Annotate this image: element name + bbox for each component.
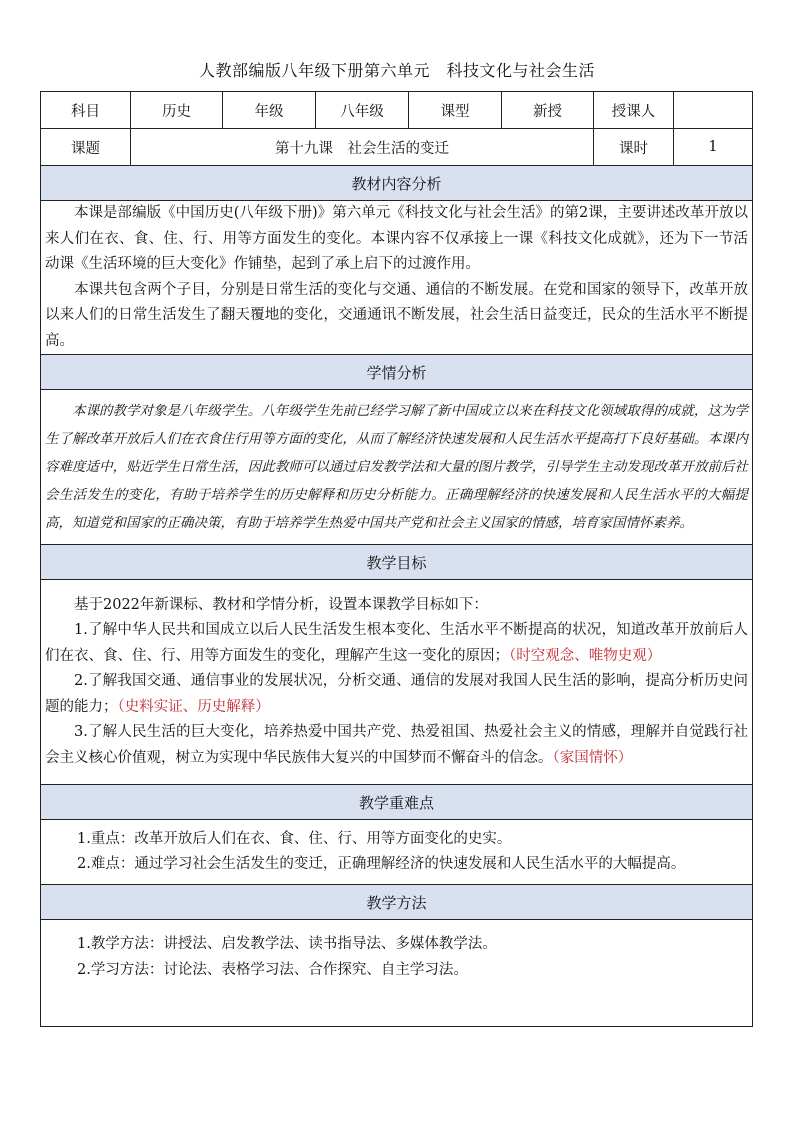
hours-value: 1 xyxy=(674,129,753,166)
method-learning: 2.学习方法：讨论法、表格学习法、合作探究、自主学习法。 xyxy=(77,961,468,978)
section-keypoints-body xyxy=(41,820,753,885)
teacher-value xyxy=(674,92,753,129)
lesson-plan-table xyxy=(40,91,753,1027)
section-goals-body xyxy=(41,580,753,785)
goal-text: 2.了解我国交通、通信事业的发展状况，分析交通、通信的发展对我国人民生活的影响，提高分析历史问题的能力； xyxy=(45,673,748,715)
subject-value: 历史 xyxy=(131,92,223,129)
goal-literacy-tag: （家国情怀） xyxy=(552,749,633,766)
goal-3 xyxy=(41,720,752,771)
section-keypoints-header xyxy=(41,785,753,820)
grade-label: 年级 xyxy=(223,92,316,129)
section-methods-body xyxy=(41,920,753,1027)
info-row-1 xyxy=(41,92,753,129)
section-heading: 教材内容分析 xyxy=(41,166,753,201)
topic-value: 第十九课 社会生活的变迁 xyxy=(131,129,594,166)
paragraph: 本课的教学对象是八年级学生。八年级学生先前已经学习解了新中国成立以来在科技文化领域取得的成就，这为学生了解改革开放后人们在衣食住行用等方面的变化，从而了解经济快速发展和人民生活水平提高打下良好基础。本课内容难度适中，贴近学生日常生活，因此教师可以通过启发教学法和大量的图片教学，引导学生主动发现改革开放前后社会生活发生的变化，有助于培养学生的历史解释和历史分析能力。正确理解经济的快速发展和人民生活水平的大幅提高，知道党和国家的正确决策，有助于培养学生热爱中国共产党和社会主义国家的情感，培育家国情怀素养。 xyxy=(45,403,748,531)
section-learner-body xyxy=(41,390,753,545)
goals-intro: 基于2022年新课标、教材和学情分析，设置本课教学目标如下： xyxy=(74,596,488,613)
section-textbook-header xyxy=(41,166,753,201)
method-teaching: 1.教学方法：讲授法、启发教学法、读书指导法、多媒体教学法。 xyxy=(77,936,497,952)
goal-1 xyxy=(41,618,752,669)
hours-label: 课时 xyxy=(594,129,674,166)
document-title: 人教部编版八年级下册第六单元 科技文化与社会生活 xyxy=(198,61,595,80)
goal-literacy-tag: （史料实证、历史解释） xyxy=(117,698,270,715)
section-heading: 教学重难点 xyxy=(41,785,753,820)
type-value: 新授 xyxy=(502,92,594,129)
keypoint-important: 1.重点：改革开放后人们在衣、食、住、行、用等方面变化的史实。 xyxy=(77,830,512,847)
section-heading: 教学目标 xyxy=(41,545,753,580)
paragraph: 本课是部编版《中国历史(八年级下册)》第六单元《科技文化与社会生活》的第2课，主要讲述改革开放以来人们在衣、食、住、行、用等方面发生的变化。本课内容不仅承接上一课《科技文化成就》，还为下一节活动课《生活环境的巨大变化》作铺垫，起到了承上启下的过渡作用。 xyxy=(45,205,748,272)
section-heading: 学情分析 xyxy=(41,355,753,390)
paragraph: 本课共包含两个子目，分别是日常生活的变化与交通、通信的不断发展。在党和国家的领导下，改革开放以来人们的日常生活发生了翻天覆地的变化，交通通讯不断发展，社会生活日益变迁，民众的生活水平不断提高。 xyxy=(45,281,748,349)
section-heading: 教学方法 xyxy=(41,885,753,920)
goal-text: 1.了解中华人民共和国成立以后人民生活发生根本变化、生活水平不断提高的状况，知道改革开放前后人们在衣、食、住、行、用等方面发生的变化，理解产生这一变化的原因； xyxy=(45,622,748,664)
section-textbook-body xyxy=(41,201,753,355)
goal-2 xyxy=(41,669,752,720)
section-learner-header xyxy=(41,355,753,390)
grade-value: 八年级 xyxy=(316,92,409,129)
keypoint-difficult: 2.难点：通过学习社会生活发生的变迁，正确理解经济的快速发展和人民生活水平的大幅提高。 xyxy=(77,856,686,872)
type-label: 课型 xyxy=(409,92,502,129)
info-row-2 xyxy=(41,129,753,166)
goal-literacy-tag: （时空观念、唯物史观） xyxy=(509,647,662,664)
topic-label: 课题 xyxy=(41,129,131,166)
goal-text: 3.了解人民生活的巨大变化，培养热爱中国共产党、热爱祖国、热爱社会主义的情感，理解并自觉践行社会主义核心价值观，树立为实现中华民族伟大复兴的中国梦而不懈奋斗的信念。 xyxy=(45,724,748,766)
subject-label: 科目 xyxy=(41,92,131,129)
teacher-label: 授课人 xyxy=(594,92,674,129)
section-goals-header xyxy=(41,545,753,580)
section-methods-header xyxy=(41,885,753,920)
